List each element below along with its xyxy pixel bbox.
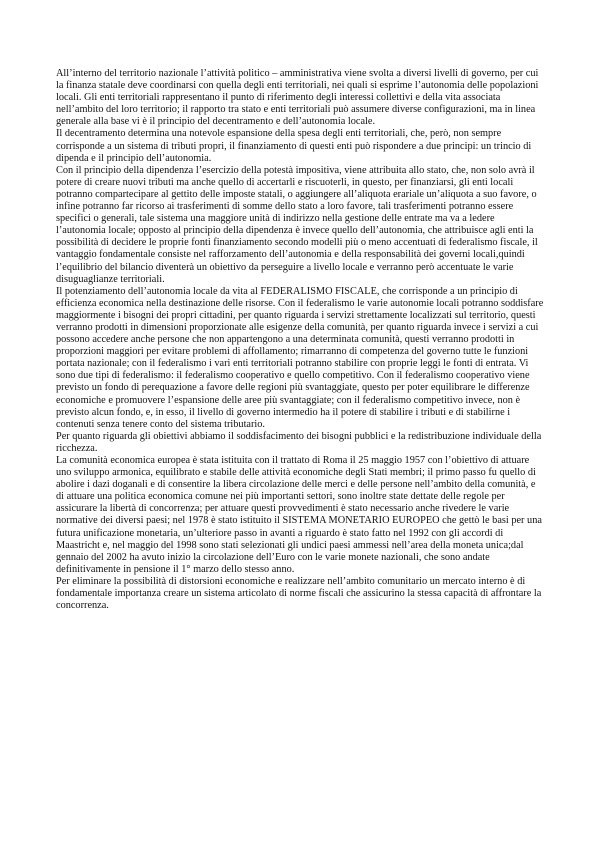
paragraph-distorsioni-economiche: Per eliminare la possibilità di distorsioni economiche e realizzare nell’ambito comunitario un mercato interno è di fondamentale importanza creare un sistema articolato di norme fiscali che assicurino la stessa capacità di affrontare la concorrenza. (56, 575, 542, 612)
document-body (56, 68, 545, 612)
paragraph-autonomia-locale: All’interno del territorio nazionale l’attività politico – amministrativa viene svolta a diversi livelli di governo, per cui la finanza statale deve coordinarsi con quella degli enti territoriali, nei quali si esprime l’autonomia delle popolazioni locali. Gli enti territoriali rappresentano il punto di riferimento degli interessi collettivi e della vita associata nell’ambito del loro territorio; il rapporto tra stato e enti territoriali può assumere diverse configurazioni, ma in linea generale alla base vi è il principio del decentramento e dell’autonomia locale. (56, 68, 539, 128)
paragraph-decentramento: Il decentramento determina una notevole espansione della spesa degli enti territoriali, che, però, non sempre corrisponde a un sistema di tributi propri, il finanziamento di questi enti può rispondere a due principi: un trincio di dipenda e il principio dell’autonomia. (56, 128, 532, 164)
paragraph-comunita-europea: La comunità economica europea è stata istituita con il trattato di Roma il 25 maggio 1957 con l’obiettivo di attuare uno sviluppo armonica, equilibrato e stabile delle attività economiche degli Stati membri; il primo passo fu quello di abolire i dazi doganali e di consentire la libera circolazione delle merci e delle persone nell’ambito della comunità, e di attuare una politica economica comune nei più importanti settori, sono inoltre state dettate delle regole per assicurare la libertà di concorrenza; per attuare questi provvedimenti è stato necessario anche rivedere le varie normative dei diversi paesi; nel 1978 è stato istituito il SISTEMA MONETARIO EUROPEO che gettò le basi per una futura unificazione monetaria, un’ulteriore passo in avanti a riguardo è stato fatto nel 1992 con gli accordi di Maastricht e, nel maggio del 1998 sono stati selezionati gli undici paesi ammessi nell’area della moneta unica;dal gennaio del 2002 ha avuto inizio la circolazione dell’Euro con le varie monete nazionali, che sono andate definitivamente in pensione il 1° marzo dello stesso anno. (56, 455, 542, 575)
paragraph-principio-dipendenza: Con il principio della dipendenza l’esercizio della potestà impositiva, viene attribuita allo stato, che, non solo avrà il potere di creare nuovi tributi ma anche quello di accertarli e riscuoterli, in questo, per finanziarsi, gli enti locali potranno compartecipare al gettito delle imposte statali, o aggiungere all’aliquota erariale un’aliquota a suo favore, o infine potranno far ricorso ai trasferimenti di somme dello stato a loro favore, tali trasferimenti potranno essere specifici o generali, tale sistema una maggiore unità di indirizzo nella gestione delle entrate ma va a ledere l’autonomia locale; opposto al principio della dipendenza è invece quello dell’autonomia, che attribuisce agli enti la possibilità di decidere le proprie fonti finanziamento secondo modelli più o meno accentuati di federalismo fiscale, il vantaggio fondamentale consiste nel rafforzamento dell’autonomia e della responsabilità dei governi locali,quindi l’equilibrio del bilancio diventerà un obiettivo da perseguire a livello locale e verranno però accentuate le varie disuguaglianze territoriali. (56, 164, 538, 285)
paragraph-obiettivi: Per quanto riguarda gli obiettivi abbiamo il soddisfacimento dei bisogni pubblici e la redistribuzione individuale della ricchezza. (56, 430, 542, 454)
paragraph-federalismo-fiscale: Il potenziamento dell’autonomia locale da vita al FEDERALISMO FISCALE, che corrisponde a un principio di efficienza economica nella destinazione delle risorse. Con il federalismo le varie autonomie locali potranno soddisfare maggiormente i bisogni dei propri cittadini, per quanto riguarda i servizi strettamente localizzati sul territorio, questi verranno prodotti in dimensioni proporzionate alle esigenze della comunità, per quanto riguarda invece i servizi a cui possono accedere anche persone che non appartengono a una determinata comunità, questi verranno prodotti in proporzioni maggiori per evitare problemi di affollamento; rimarranno di competenza del governo tutte le funzioni portata nazionale; con il federalismo i vari enti territoriali potranno stabilire con proprie leggi le fonti di entrata. Vi sono due tipi di federalismo: il federalismo cooperativo e quello competitivo. Con il federalismo cooperativo viene previsto un fondo di perequazione a favore delle regioni più svantaggiate, questo per poter equilibrare le differenze economiche e promuovere l’espansione delle aree più svantaggiate; con il federalismo competitivo invece, non è previsto alcun fondo, e, in esso, il livello di governo intermedio ha il potere di stabilire i tributi e di stabilirne i contenuti senza tenere conto del sistema tributario. (56, 285, 544, 430)
